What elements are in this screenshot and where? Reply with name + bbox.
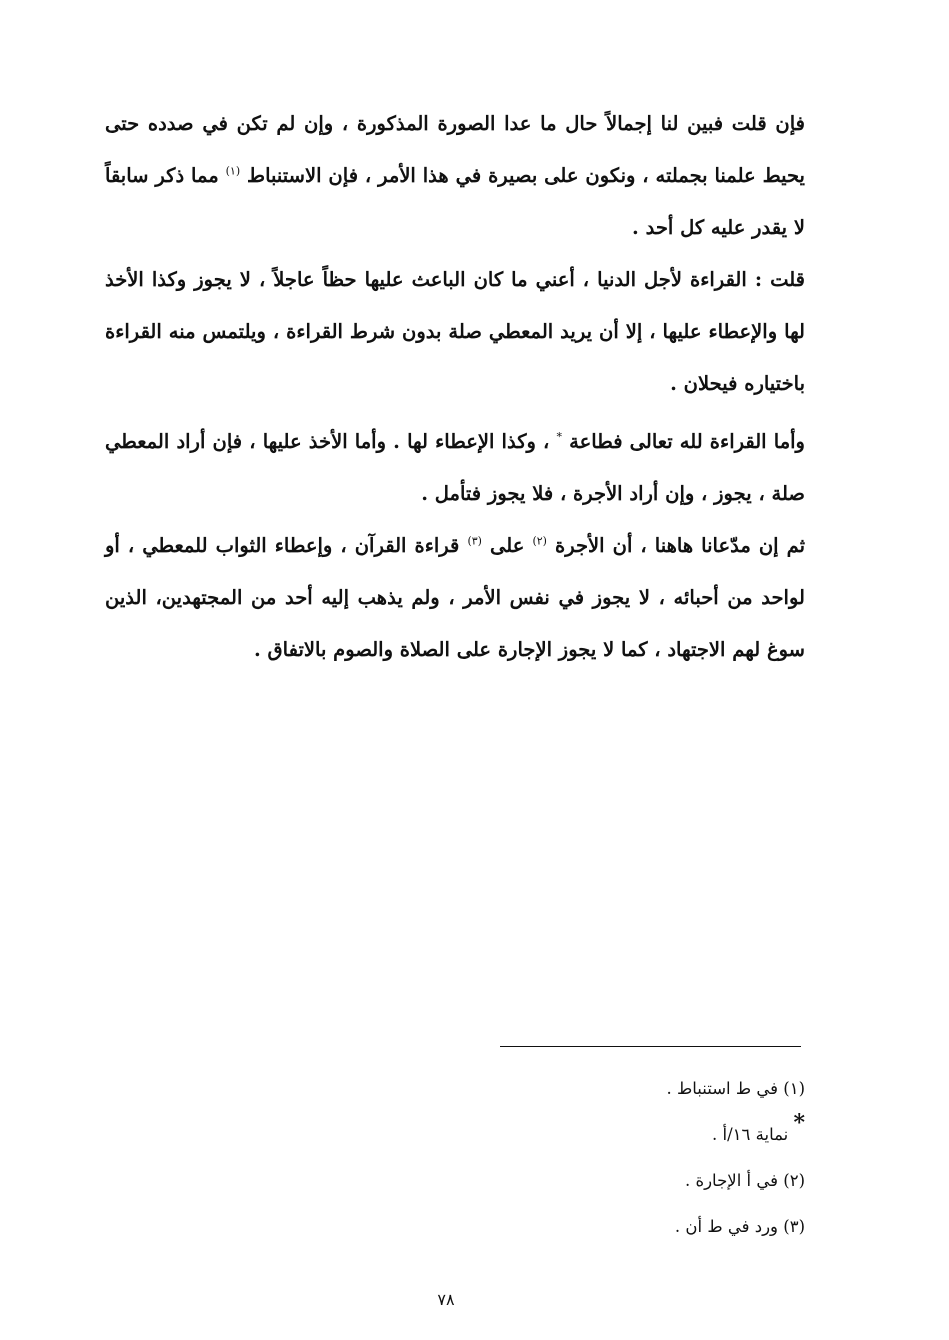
footnote-star-text: نماية ١٦/أ .	[712, 1125, 789, 1144]
paragraph-4-text-c: قراءة القرآن ، وإعطاء الثواب للمعطي ، أو لواحد من أحبائه ، لا يجوز في نفس الأمر ، ولم يذهب إليه أحد من المجتهدين، الذين سوغ لهم الاجتهاد ، كما لا يجوز الإجارة على الصلاة والصوم بالاتفاق .	[105, 534, 805, 661]
paragraph-4	[105, 520, 805, 676]
footnotes	[480, 1066, 805, 1250]
paragraph-3	[105, 416, 805, 520]
footnote-ref-1: (١)	[225, 164, 241, 178]
footnote-3: (٣) ورد في ط أن .	[674, 1217, 805, 1236]
body-text	[105, 98, 805, 676]
footnote-star-mark: *	[793, 1110, 805, 1136]
footnote-ref-3: (٣)	[467, 534, 482, 548]
footnote-separator	[500, 1046, 801, 1047]
paragraph-1	[105, 98, 805, 254]
paragraph-3-text-b: ، وكذا الإعطاء لها . وأما الأخذ عليها ، فإن أراد المعطي صلة ، يجوز ، وإن أراد الأجرة ، فلا يجوز فتأمل .	[105, 430, 805, 505]
footnote-ref-2: (٢)	[532, 534, 547, 548]
page-number: ٧٨	[437, 1290, 455, 1309]
paragraph-4-text-b: على	[490, 534, 525, 557]
paragraph-1-text-a: فإن قلت فبين لنا إجمالاً حال ما عدا الصورة المذكورة ، وإن لم تكن في صدده حتى يحيط علمنا بجملته ، ونكون على بصيرة في هذا الأمر ، فإن الاستنباط	[105, 112, 805, 187]
footnote-1: (١) في ط استنباط .	[666, 1079, 805, 1098]
footnote-2: (٢) في أ الإجارة .	[684, 1171, 805, 1190]
paragraph-1-text-b: مما ذكر سابقاً لا يقدر عليه كل أحد .	[105, 164, 805, 239]
folio-star-marker: *	[556, 430, 563, 444]
paragraph-3-text-a: وأما القراءة لله تعالى فطاعة	[569, 430, 805, 453]
footnote-star	[480, 1112, 805, 1158]
paragraph-4-text-a: ثم إن مدّعانا هاهنا ، أن الأجرة	[555, 534, 806, 557]
paragraph-2: قلت : القراءة لأجل الدنيا ، أعني ما كان الباعث عليها حظاً عاجلاً ، لا يجوز وكذا الأخذ لها والإعطاء عليها ، إلا أن يريد المعطي صلة بدون شرط القراءة ، ويلتمس منه القراءة باختياره فيحلان .	[105, 268, 805, 395]
